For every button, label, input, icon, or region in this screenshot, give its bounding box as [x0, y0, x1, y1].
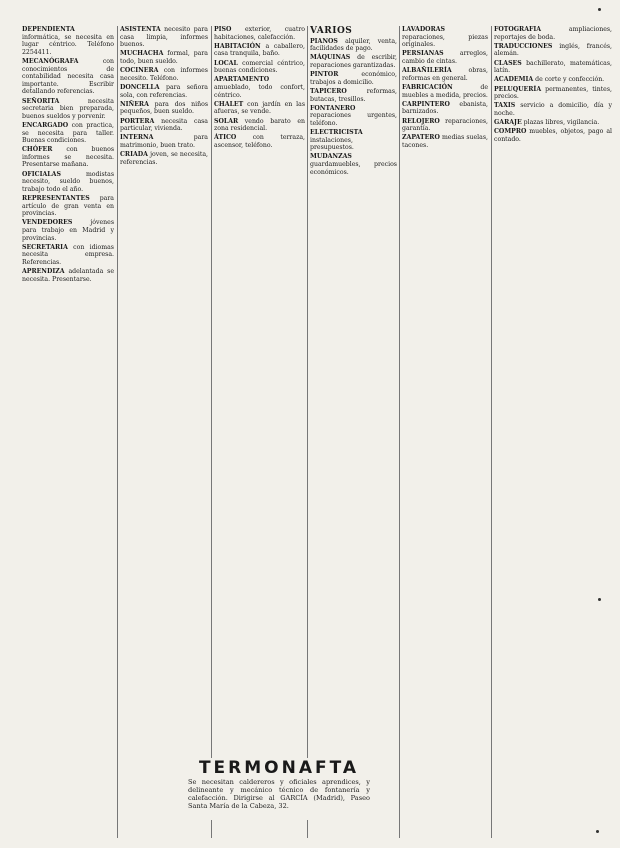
- ad-keyword: HABITACIÓN: [214, 42, 261, 50]
- ad-text: inglés, francés, alemán.: [494, 42, 612, 58]
- ad-keyword: ACADEMIA: [494, 76, 534, 84]
- classified-ad: [494, 60, 612, 75]
- ink-speck-icon: [596, 830, 599, 833]
- ad-keyword: CRIADA: [120, 151, 148, 159]
- classified-ad: [310, 105, 397, 128]
- column-rule: [211, 26, 212, 838]
- ad-text: con buenos informes se necesita. Presentarse mañana.: [22, 146, 114, 169]
- section-heading: VARIOS: [310, 26, 353, 36]
- ad-keyword: PELUQUERÍA: [494, 85, 542, 93]
- classified-ad: [494, 26, 612, 41]
- classified-ad: [402, 101, 488, 116]
- ad-text: adelantada se necesita. Presentarse.: [22, 268, 114, 283]
- ad-keyword: REPRESENTANTES: [22, 195, 90, 203]
- ad-text: vendo barato en zona residencial.: [214, 117, 305, 133]
- classified-ad: [494, 102, 612, 117]
- ad-keyword: TAXIS: [494, 102, 516, 110]
- ad-keyword: CARPINTERO: [402, 100, 450, 108]
- classified-ad: [22, 268, 114, 283]
- ad-keyword: MUCHACHA: [120, 50, 164, 58]
- classified-ad: [22, 98, 114, 121]
- ad-text: amueblado, todo confort, céntrico.: [214, 83, 305, 99]
- ad-keyword: PISO: [214, 26, 232, 33]
- ad-keyword: INTERNA: [120, 134, 154, 142]
- classified-ad: [22, 244, 114, 267]
- ad-keyword: SOLAR: [214, 117, 239, 125]
- ad-keyword: PORTERA: [120, 117, 155, 125]
- column-rule: [307, 26, 308, 838]
- classified-ad: [120, 118, 208, 133]
- ad-text: obras, reformas en general.: [402, 67, 488, 82]
- ad-text: con jardín en las afueras, se vende.: [214, 100, 305, 116]
- classified-ad: [310, 88, 397, 103]
- classified-ad: [22, 219, 114, 242]
- termonafta-advertisement: [188, 758, 370, 820]
- classified-ad: [494, 119, 612, 127]
- classified-ad: [402, 50, 488, 65]
- classified-ad: [310, 71, 397, 86]
- ad-keyword: ENCARGADO: [22, 121, 69, 129]
- ad-text: arreglos, cambio de cintas.: [402, 50, 488, 65]
- ad-text: con informes necesito. Teléfono.: [120, 67, 208, 82]
- ad-keyword: DEPENDIENTA: [22, 26, 75, 33]
- ad-text: servicio a domicilio, día y noche.: [494, 102, 612, 117]
- classified-ad: [120, 134, 208, 149]
- ad-keyword: ALBAÑILERÍA: [402, 67, 452, 75]
- classified-ad: [120, 50, 208, 65]
- ad-keyword: DONCELLA: [120, 83, 160, 91]
- ad-text: modistas necesito, sueldo buenos, trabajo todo el año.: [22, 170, 114, 193]
- ad-keyword: COCINERA: [120, 67, 159, 75]
- ad-keyword: APRENDIZA: [22, 268, 65, 276]
- ad-title: TERMONAFTA: [198, 758, 360, 778]
- ad-keyword: LAVADORAS: [402, 26, 445, 33]
- classified-ad: [214, 134, 305, 149]
- ad-text: reformas, butacas, tresillos.: [310, 87, 397, 103]
- column-5: [402, 26, 488, 838]
- column-4: [310, 26, 397, 838]
- classified-ad: [22, 26, 114, 56]
- classified-ad: [120, 84, 208, 99]
- ad-text: para señora sola, con referencias.: [120, 83, 208, 99]
- ad-text: joven, se necesita, referencias.: [120, 151, 208, 166]
- ad-text: reparaciones, garantía.: [402, 117, 488, 133]
- ad-text: de escribir, reparaciones garantizadas.: [310, 54, 397, 69]
- ad-keyword: MÁQUINAS: [310, 54, 351, 62]
- ad-keyword: ASISTENTA: [120, 26, 161, 33]
- ad-text: exterior, cuatro habitaciones, calefacción.: [214, 26, 305, 41]
- classified-ad: [214, 43, 305, 58]
- ad-text: bachillerato, matemáticas, latín.: [494, 59, 612, 75]
- ad-keyword: CHÓFER: [22, 146, 53, 154]
- column-rule: [399, 26, 400, 838]
- ad-body: Se necesitan caldereros y oficiales aprendices, y delineante y mecánico técnico de fontanería y calefacción. Dirigirse al GARCÍA (Madrid), Paseo Santa María de la Cabeza, 32.: [188, 778, 370, 810]
- ad-text: a caballero, casa tranquila, baño.: [214, 42, 305, 58]
- ad-text: económico, trabajos a domicilio.: [310, 71, 397, 86]
- classified-ad: [402, 118, 488, 133]
- ad-keyword: GARAJE: [494, 119, 522, 127]
- ad-keyword: APARTAMENTO: [214, 76, 270, 84]
- ad-keyword: ELECTRICISTA: [310, 129, 363, 137]
- ad-text: instalaciones, presupuestos.: [310, 136, 354, 152]
- ad-keyword: FABRICACIÓN: [402, 83, 453, 91]
- column-6: [494, 26, 612, 838]
- classified-ad: [120, 26, 208, 49]
- ad-keyword: PERSIANAS: [402, 50, 444, 58]
- ad-keyword: PINTOR: [310, 71, 339, 79]
- ad-keyword: VENDEDORES: [22, 219, 73, 227]
- column-2: [120, 26, 208, 838]
- ad-text: guardamuebles, precios económicos.: [310, 161, 397, 176]
- classified-ad: [214, 26, 305, 41]
- ad-keyword: TAPICERO: [310, 87, 347, 95]
- classified-ad: [214, 101, 305, 116]
- ad-text: para matrimonio, buen trato.: [120, 134, 208, 149]
- classified-ad: [22, 146, 114, 169]
- ad-text: formal, para todo, buen sueldo.: [120, 50, 208, 65]
- ad-keyword: MUDANZAS: [310, 153, 352, 161]
- ad-text: con idiomas necesita empresa. Referencias.: [22, 243, 114, 266]
- classified-ad: [402, 67, 488, 82]
- ink-speck-icon: [598, 8, 601, 11]
- classified-ad: [120, 67, 208, 82]
- classified-ad: [214, 60, 305, 75]
- ad-text: necesita casa particular, vivienda.: [120, 117, 208, 133]
- classified-ad: [494, 43, 612, 58]
- ad-text: reparaciones urgentes, teléfono.: [310, 112, 397, 127]
- ad-keyword: OFICIALAS: [22, 170, 61, 178]
- classified-ad: [22, 58, 114, 96]
- ad-text: comercial céntrico, buenas condiciones.: [214, 59, 305, 75]
- ad-text: muebles, objetos, pago al contado.: [494, 128, 612, 143]
- classified-ad: [120, 151, 208, 166]
- ad-text: con terraza, ascensor, teléfono.: [214, 134, 305, 149]
- classified-ad: [310, 38, 397, 53]
- classified-ad: [22, 122, 114, 145]
- column-rule: [117, 26, 118, 838]
- classified-ad: [310, 153, 397, 176]
- ad-text: informática, se necesita en lugar céntrico. Teléfono 2254411.: [22, 33, 114, 56]
- classifieds-page: [22, 26, 612, 838]
- ad-keyword: FONTANERO: [310, 104, 356, 112]
- ad-keyword: ÁTICO: [214, 134, 237, 142]
- column-1: [22, 26, 114, 838]
- classified-ad: [214, 118, 305, 133]
- column-3: [214, 26, 305, 838]
- classified-ad: [402, 26, 488, 49]
- ad-text: con conocimientos de contabilidad necesita casa importante. Escribir detallando referencias.: [22, 57, 114, 96]
- classified-ad: [402, 84, 488, 99]
- ad-keyword: SECRETARIA: [22, 243, 68, 251]
- classified-ad: [214, 76, 305, 99]
- ad-keyword: PIANOS: [310, 37, 338, 45]
- ad-keyword: LOCAL: [214, 59, 238, 67]
- ad-keyword: MECANÓGRAFA: [22, 57, 79, 65]
- classified-ad: [22, 195, 114, 218]
- ad-keyword: RELOJERO: [402, 117, 440, 125]
- ad-keyword: CLASES: [494, 59, 522, 67]
- ad-text: reparaciones, piezas originales.: [402, 33, 488, 49]
- ad-text: de muebles a medida, precios.: [402, 83, 488, 99]
- ad-text: permanentes, tintes, precios.: [494, 85, 612, 101]
- ad-keyword: FOTOGRAFÍA: [494, 26, 542, 33]
- ad-keyword: NIÑERA: [120, 100, 149, 108]
- ad-keyword: CHALET: [214, 100, 244, 108]
- ad-keyword: SEÑORITA: [22, 97, 60, 105]
- ad-text: necesita secretaria bien preparada, buenos sueldos y porvenir.: [22, 97, 114, 120]
- ad-text: para artículo de gran venta en provincias.: [22, 195, 114, 218]
- classified-ad: [494, 76, 612, 84]
- classified-ad: [494, 86, 612, 101]
- ad-text: alquiler, venta, facilidades de pago.: [310, 37, 397, 53]
- ad-text: necesito para casa limpia, informes buenos.: [120, 26, 208, 49]
- ad-text: medias suelas, tacones.: [402, 134, 488, 149]
- ad-text: ampliaciones, reportajes de boda.: [494, 26, 612, 41]
- ad-text: para dos niños pequeños, buen sueldo.: [120, 100, 208, 116]
- ad-text: ebanista, barnizados.: [402, 100, 488, 116]
- classified-ad: [402, 134, 488, 149]
- ad-text: plazas libres, vigilancia.: [523, 119, 600, 127]
- ad-text: de corte y confección.: [535, 76, 605, 84]
- ad-keyword: TRADUCCIONES: [494, 42, 553, 50]
- ad-keyword: ZAPATERO: [402, 134, 440, 142]
- column-rule: [491, 26, 492, 838]
- ink-speck-icon: [598, 598, 601, 601]
- classified-ad: [22, 171, 114, 194]
- ad-text: con practica, se necesita para taller. Buenas condiciones.: [22, 121, 114, 145]
- classified-ad: [310, 54, 397, 69]
- ad-keyword: COMPRO: [494, 128, 527, 136]
- ad-text: jóvenes para trabajo en Madrid y provincias.: [22, 219, 114, 242]
- classified-ad: [494, 128, 612, 143]
- classified-ad: [120, 101, 208, 116]
- classified-ad: [310, 129, 397, 152]
